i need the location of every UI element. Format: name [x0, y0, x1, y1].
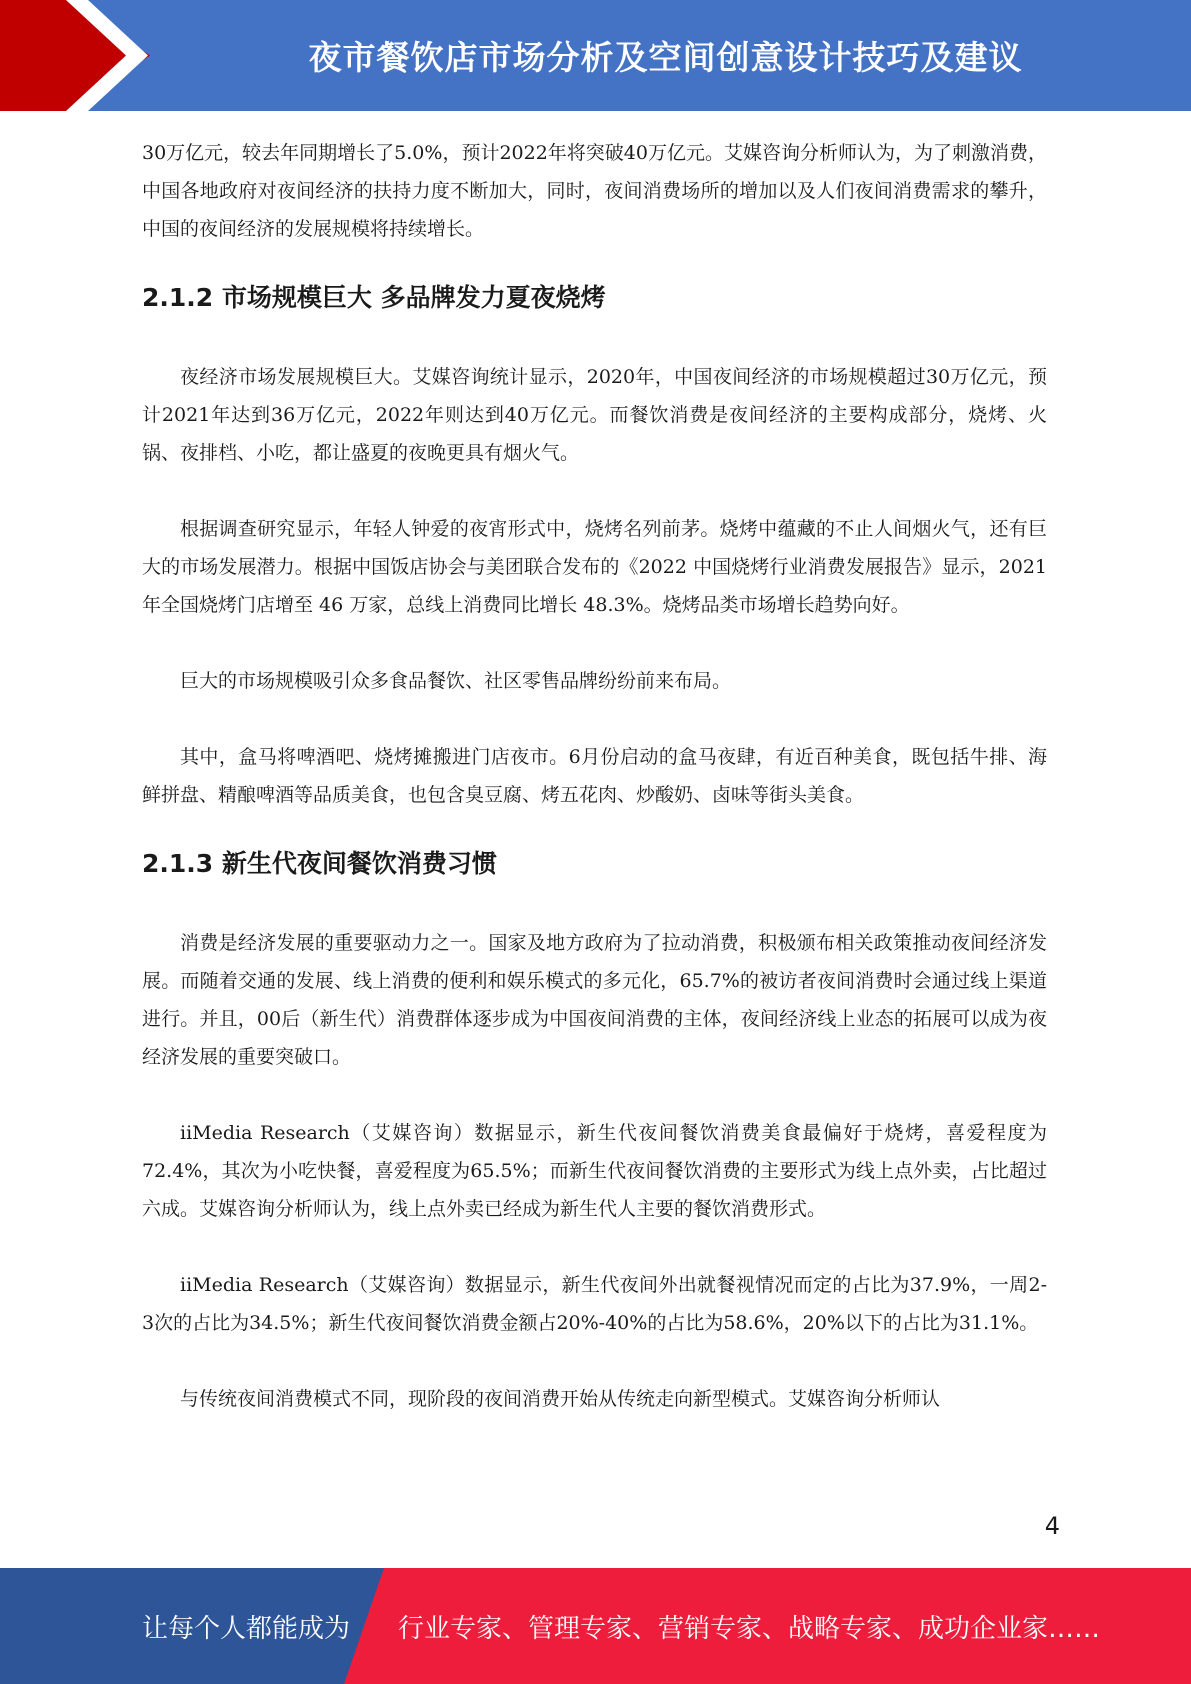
section-heading-2-1-3: 2.1.3 新生代夜间餐饮消费习惯: [142, 849, 497, 878]
document-body: [142, 134, 1047, 1456]
paragraph: 其中，盒马将啤酒吧、烧烤摊搬进门店夜市。6月份启动的盒马夜肆，有近百种美食，既包括牛排、海鲜拼盘、精酿啤酒等品质美食，也包含臭豆腐、烤五花肉、炒酸奶、卤味等街头美食。: [142, 746, 1047, 806]
paragraph: 根据调查研究显示，年轻人钟爱的夜宵形式中，烧烤名列前茅。烧烤中蕴藏的不止人间烟火气，还有巨大的市场发展潜力。根据中国饭店协会与美团联合发布的《2022 中国烧烤行业消费发展报告》显示，2021 年全国烧烤门店增至 46 万家，总线上消费同比增长 48.3%。烧烤品类市场增长趋势向好。: [142, 518, 1047, 616]
footer-slogan-left: 让每个人都能成为: [142, 1613, 351, 1644]
footer-slogan-right: 行业专家、管理专家、营销专家、战略专家、成功企业家……: [398, 1613, 1101, 1644]
document-title: 夜市餐饮店市场分析及空间创意设计技巧及建议: [308, 38, 1023, 77]
page-header: [0, 0, 1191, 111]
paragraph: 夜经济市场发展规模巨大。艾媒咨询统计显示，2020年，中国夜间经济的市场规模超过30万亿元，预计2021年达到36万亿元，2022年则达到40万亿元。而餐饮消费是夜间经济的主要构成部分，烧烤、火锅、夜排档、小吃，都让盛夏的夜晚更具有烟火气。: [142, 366, 1047, 464]
paragraph: iiMedia Research（艾媒咨询）数据显示，新生代夜间外出就餐视情况而定的占比为37.9%，一周2-3次的占比为34.5%；新生代夜间餐饮消费金额占20%-40%的占比为58.6%，20%以下的占比为31.1%。: [142, 1274, 1047, 1334]
paragraph: 巨大的市场规模吸引众多食品餐饮、社区零售品牌纷纷前来布局。: [180, 670, 732, 692]
section-heading-2-1-2: 2.1.2 市场规模巨大 多品牌发力夏夜烧烤: [142, 283, 606, 312]
paragraph-continued: 30万亿元，较去年同期增长了5.0%，预计2022年将突破40万亿元。艾媒咨询分析师认为，为了刺激消费，中国各地政府对夜间经济的扶持力度不断加大，同时，夜间消费场所的增加以及人们夜间消费需求的攀升，中国的夜间经济的发展规模将持续增长。: [142, 142, 1047, 240]
paragraph: iiMedia Research（艾媒咨询）数据显示，新生代夜间餐饮消费美食最偏好于烧烤，喜爱程度为72.4%，其次为小吃快餐，喜爱程度为65.5%；而新生代夜间餐饮消费的主要形式为线上点外卖，占比超过六成。艾媒咨询分析师认为，线上点外卖已经成为新生代人主要的餐饮消费形式。: [142, 1122, 1047, 1220]
page-number: 4: [1044, 1512, 1060, 1540]
paragraph: 与传统夜间消费模式不同，现阶段的夜间消费开始从传统走向新型模式。艾媒咨询分析师认: [180, 1388, 941, 1410]
page-footer: [0, 1568, 1191, 1684]
paragraph: 消费是经济发展的重要驱动力之一。国家及地方政府为了拉动消费，积极颁布相关政策推动夜间经济发展。而随着交通的发展、线上消费的便利和娱乐模式的多元化，65.7%的被访者夜间消费时会通过线上渠道进行。并且，00后（新生代）消费群体逐步成为中国夜间消费的主体，夜间经济线上业态的拓展可以成为夜经济发展的重要突破口。: [142, 932, 1047, 1068]
header-chevron-shape: [0, 0, 160, 111]
